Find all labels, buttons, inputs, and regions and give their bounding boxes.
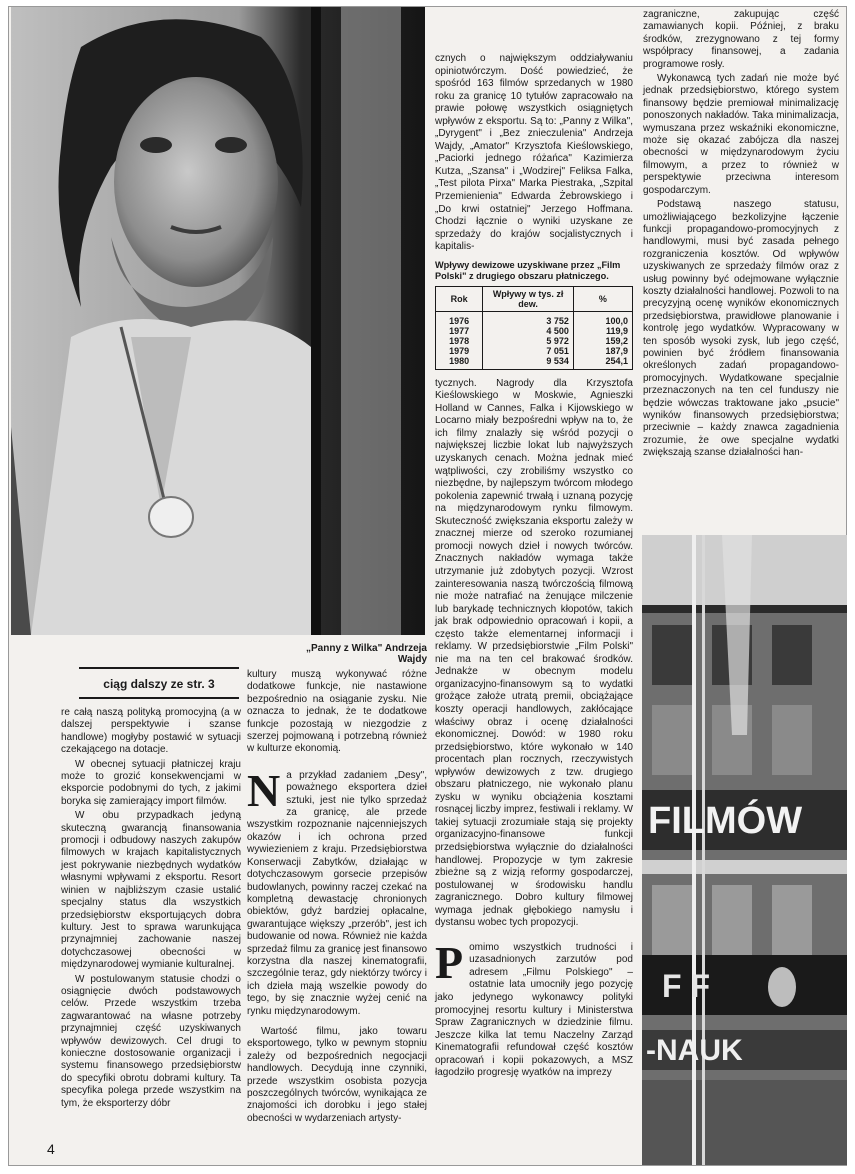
- sign-text-filmow: FILMÓW: [648, 800, 803, 842]
- paragraph: W obu przypadkach jedyną skuteczną gwarancją finansowania promocji i odbudowy naszych zakupów filmowych w krajach kapitalistycznych jest pokrywanie niezbędnych wydatków własnymi wpływami z eksportu. Resort winien w najbliższym czasie ustalić specjalny status dla wszystkich przedsiębiorstw eksportujących dobra kultury. Jest to sprawa warunkująca przynajmniej zachowanie naszej dotychczasowej obecności w międzynarodowej wymianie kulturalnej.: [61, 810, 241, 971]
- drop-cap: P: [435, 936, 464, 988]
- paragraph: Wartość filmu, jako towaru eksportowego, tylko w pewnym stopniu zależy od bezpośrednich negocjacji handlowych. Decydują inne czynniki, przede wszystkim osobista pozycja poszczególnych twórców, wynikająca ze znajomości ich dorobku i jego stałej obecności w wydarzeniach artysty-: [247, 1025, 427, 1124]
- article-column-3: [435, 53, 633, 1082]
- paragraph: zagraniczne, zakupując część zamawianych kopii. Później, z braku środków, zrezygnowano z tej formy współpracy finansowej, a zadania programowe rosły.: [643, 9, 839, 70]
- paragraph: W postulowanym statusie chodzi o osiągnięcie dwóch podstawowych celów. Przede wszystkim trzeba zagwarantować na własne potrzeby przynajmniej część uzyskiwanych wpływów dewizowych. Cel drugi to konieczne dostosowanie organizacji i systemu finansowego przedsiębiorstw do specyfiki obrotu dobrami kultury. Ta specyfika polega przede wszystkim na tym, że eksporterzy dóbr: [61, 973, 241, 1109]
- data-table-block: [435, 260, 633, 370]
- paragraph: cznych o największym oddziaływaniu opiniotwórczym. Dość powiedzieć, że spośród 163 filmów sprzedanych w 1980 roku za granicę 10 tytułów zapracowało na prawie połowę wszystkich osiągniętych wpływów z eksportu. Są to: „Panny z Wilka", „Dyrygent" i „Bez znieczulenia" Andrzeja Wajdy, „Amator" Krzysztofa Kieślowskiego, „Paciorki jednego różańca" Kazimierza Kutza, „Szansa" i „Wodzirej" Feliksa Falka, „Test pilota Pirxa" Marka Piestraka, „Szpital Przemienienia" Edwarda Żebrowskiego i „Do krwi ostatniej" Jerzego Hoffmana. Chodzi łącznie o wyniki uzyskane ze sprzedaży do krajów socjalistycznych i kapitalis-: [435, 53, 633, 253]
- article-column-4: [643, 9, 839, 462]
- paragraph: W obecnej sytuacji płatniczej kraju może to grozić konsekwencjami w eksporcie podobnymi do tych, z jakimi boryka się zamierający import filmów.: [61, 758, 241, 807]
- table-row: 1976 3 752 100,0: [436, 311, 633, 326]
- magazine-page: [8, 6, 847, 1166]
- top-rule: [79, 667, 239, 669]
- bottom-rule: [79, 697, 239, 699]
- photo-caption: „Panny z Wilka" Andrzeja Wajdy: [306, 643, 427, 665]
- table-row: 1979 7 051 187,9: [436, 346, 633, 356]
- sign-text-nauk: -NAUK: [646, 1034, 743, 1067]
- article-column-1: [61, 707, 241, 1112]
- sign-letters: F F: [662, 968, 710, 1004]
- continuation-note: ciąg dalszy ze str. 3: [103, 677, 215, 691]
- table-header: Rok: [436, 286, 483, 311]
- drop-cap: N: [247, 764, 281, 816]
- paragraph-dropcap: Pomimo wszystkich trudności i uzasadnionych zarzutów pod adresem „Filmu Polskiego" – ostatnie lata umocniły jego pozycję jako jedynego wykonawcy polityki promocyjnej resortu kultury i Ministerstwa Spraw Zagranicznych w dziedzinie filmu. Jeszcze kilka lat temu Naczelny Zarząd Kinematografii refundował część kosztów opracowań i kopii pokazowych, a MSZ łagodziło progresję wyatków na imprezy: [435, 936, 633, 1079]
- paragraph: tycznych. Nagrody dla Krzysztofa Kieślowskiego w Moskwie, Agnieszki Holland w Cannes, Falka i Kijowskiego w Locarno miały bezpośredni wpływ na to, że ich filmy znalazły się wśród pozycji o największej liczbie lokat lub najwyższych uzyskanych cenach. Można jednak mieć wątpliwości, czy zrobiliśmy wszystko co niezbędne, by najlepszym twórcom młodego pokolenia zapewnić trwałą i uznaną pozycję na międzynarodowym rynku filmowym. Skuteczność zwiększania eksportu zależy w znacznej mierze od szeroko rozumianej promocji nowych dzieł i nowych twórców. Znacznych nakładów wymaga także utrzymanie już zdobytych pozycji. Wzrost zainteresowania naszą twórczością filmową nie może natrafiać na żenujące milczenie lub barykadę technicznych kłopotów, takich jak brak odpowiednio opracowań i kopii, a często także elementarnej informacji i reklamy. W przedsiębiorstwie „Film Polski" nie ma na ten cel brakować środków. Jednakże w obecnym modelu organizacyjno-finansowym są to wydatki grożące założe utratą premii, obciążające koszty operacji handlowych, zakłócające właściwy obraz i ocenę działalności ekonomicznej. Dowód: w 1980 roku przedsiębiorstwo, które wykonało w 140 procentach plan rocznych, rzeczywistych wpływów dewizowych z tzw. drugiego obszaru płatniczego, nie wykonało planu zysku w wyniku obciążenia kosztami rosnącej liczby imprez, festiwali i reklamy. W takiej sytuacji zrozumiałe stają się projekty organizacyjno-finansowe funkcji przedsiębiorstwa wyłącznie do działalności handlowej. Propozycje w tym zakresie zbieżne są z wizją reformy gospodarczej, postulowanej w środowisku handlu zagranicznego. Dobro kultury filmowej wymaga jednak głębokiego namysłu i dystansu wobec tych propozycji.: [435, 377, 633, 929]
- revenue-table: [435, 286, 633, 370]
- table-row: 1978 5 972 159,2: [436, 336, 633, 346]
- paragraph: kultury muszą wykonywać różne dodatkowe funkcje, nie nastawione bezpośrednio na osiąganie zysku. Nie oznacza to jednak, że te dodatkowe funkcje pozostają w niezgodzie z szerzej pojmowaną i potrzebną również w kulturze ekonomią.: [247, 669, 427, 755]
- table-row: 1980 9 534 254,1: [436, 356, 633, 370]
- woman-portrait-photo: [11, 7, 425, 635]
- table-row: 1977 4 500 119,9: [436, 326, 633, 336]
- article-column-2: [247, 669, 427, 1127]
- table-header: Wpływy w tys. zł dew.: [483, 286, 574, 311]
- paragraph: Podstawą naszego statusu, umożliwiającego bezkolizyjne łączenie funkcji propagandowo-promocyjnych z handlowymi, musi być zasada pełnego rozgraniczenia kosztów. Od wpływów uzyskiwanych ze sprzedaży filmów oraz z usług powinny być odejmowane wyłącznie koszty działalności handlowej. Pozwoli to na precyzyjną ocenę wyników ekonomicznych przedsiębiorstwa, prawidłowe planowanie i kontrolę jego wydatków. Wypracowany w ten sposób wysoki zysk, lub jego część, powinien być źródłem finansowania określonych zadań propagandowo-promocyjnych. Wydatkowane specjalnie przeznaczonych na ten cel funduszy nie będzie wówczas traktowane jako „psucie" wyników finansowych przedsiębiorstwa; przeciwnie – każdy znawca zagadnienia zrozumie, że owe specjalne wydatki zwiększają szanse działalności han-: [643, 199, 839, 459]
- street-facade-photo: [642, 535, 847, 1165]
- paragraph-dropcap: Na przykład zadaniem „Desy", poważnego eksportera dzieł sztuki, jest nie tylko sprzedaż za granicę, ale przede wszystkim rozpoznanie najcenniejszych okazów i ich ochrona przed wywiezieniem z kraju. Przedsiębiorstwa Konserwacji Zabytków, działając w dotychczasowym gorsecie przepisów budowlanych, powinny raczej czekać na kompletną dewastację chronionych obiektów, gdyż bardziej opłacalne, gwarantujące większy „przerób", jest ich budowanie od nowa. Również nie każda sprzedaż filmu za granicę jest finansowo korzystna dla naszej kinematografii, szczególnie teraz, gdy niektórzy twórcy i ich dzieła mają wszelkie powody do tego, by się znacznie wyżej cenić na rynku międzynarodowym.: [247, 764, 427, 1017]
- page-number: 4: [47, 1141, 55, 1157]
- table-title: Wpływy dewizowe uzyskiwane przez „Film Polski" z drugiego obszaru płatniczego.: [435, 259, 621, 281]
- table-header: %: [573, 286, 632, 311]
- paragraph: Wykonawcą tych zadań nie może być jednak przedsiębiorstwo, którego system finansowy będzie premiował minimalizację ponoszonych nakładów. Taka minimalizacja, wymuszana przez wskaźniki ekonomiczne, może się okazać zabójcza dla naszej obecności w międzynarodowym życiu filmowym, a przez to również w perspektywie przeciwna interesom gospodarczym.: [643, 73, 839, 196]
- paragraph: re całą naszą polityką promocyjną (a w dalszej perspektywie i szanse handlowe) mogłyby postawić w sytuacji czekającego na dotacje.: [61, 707, 241, 756]
